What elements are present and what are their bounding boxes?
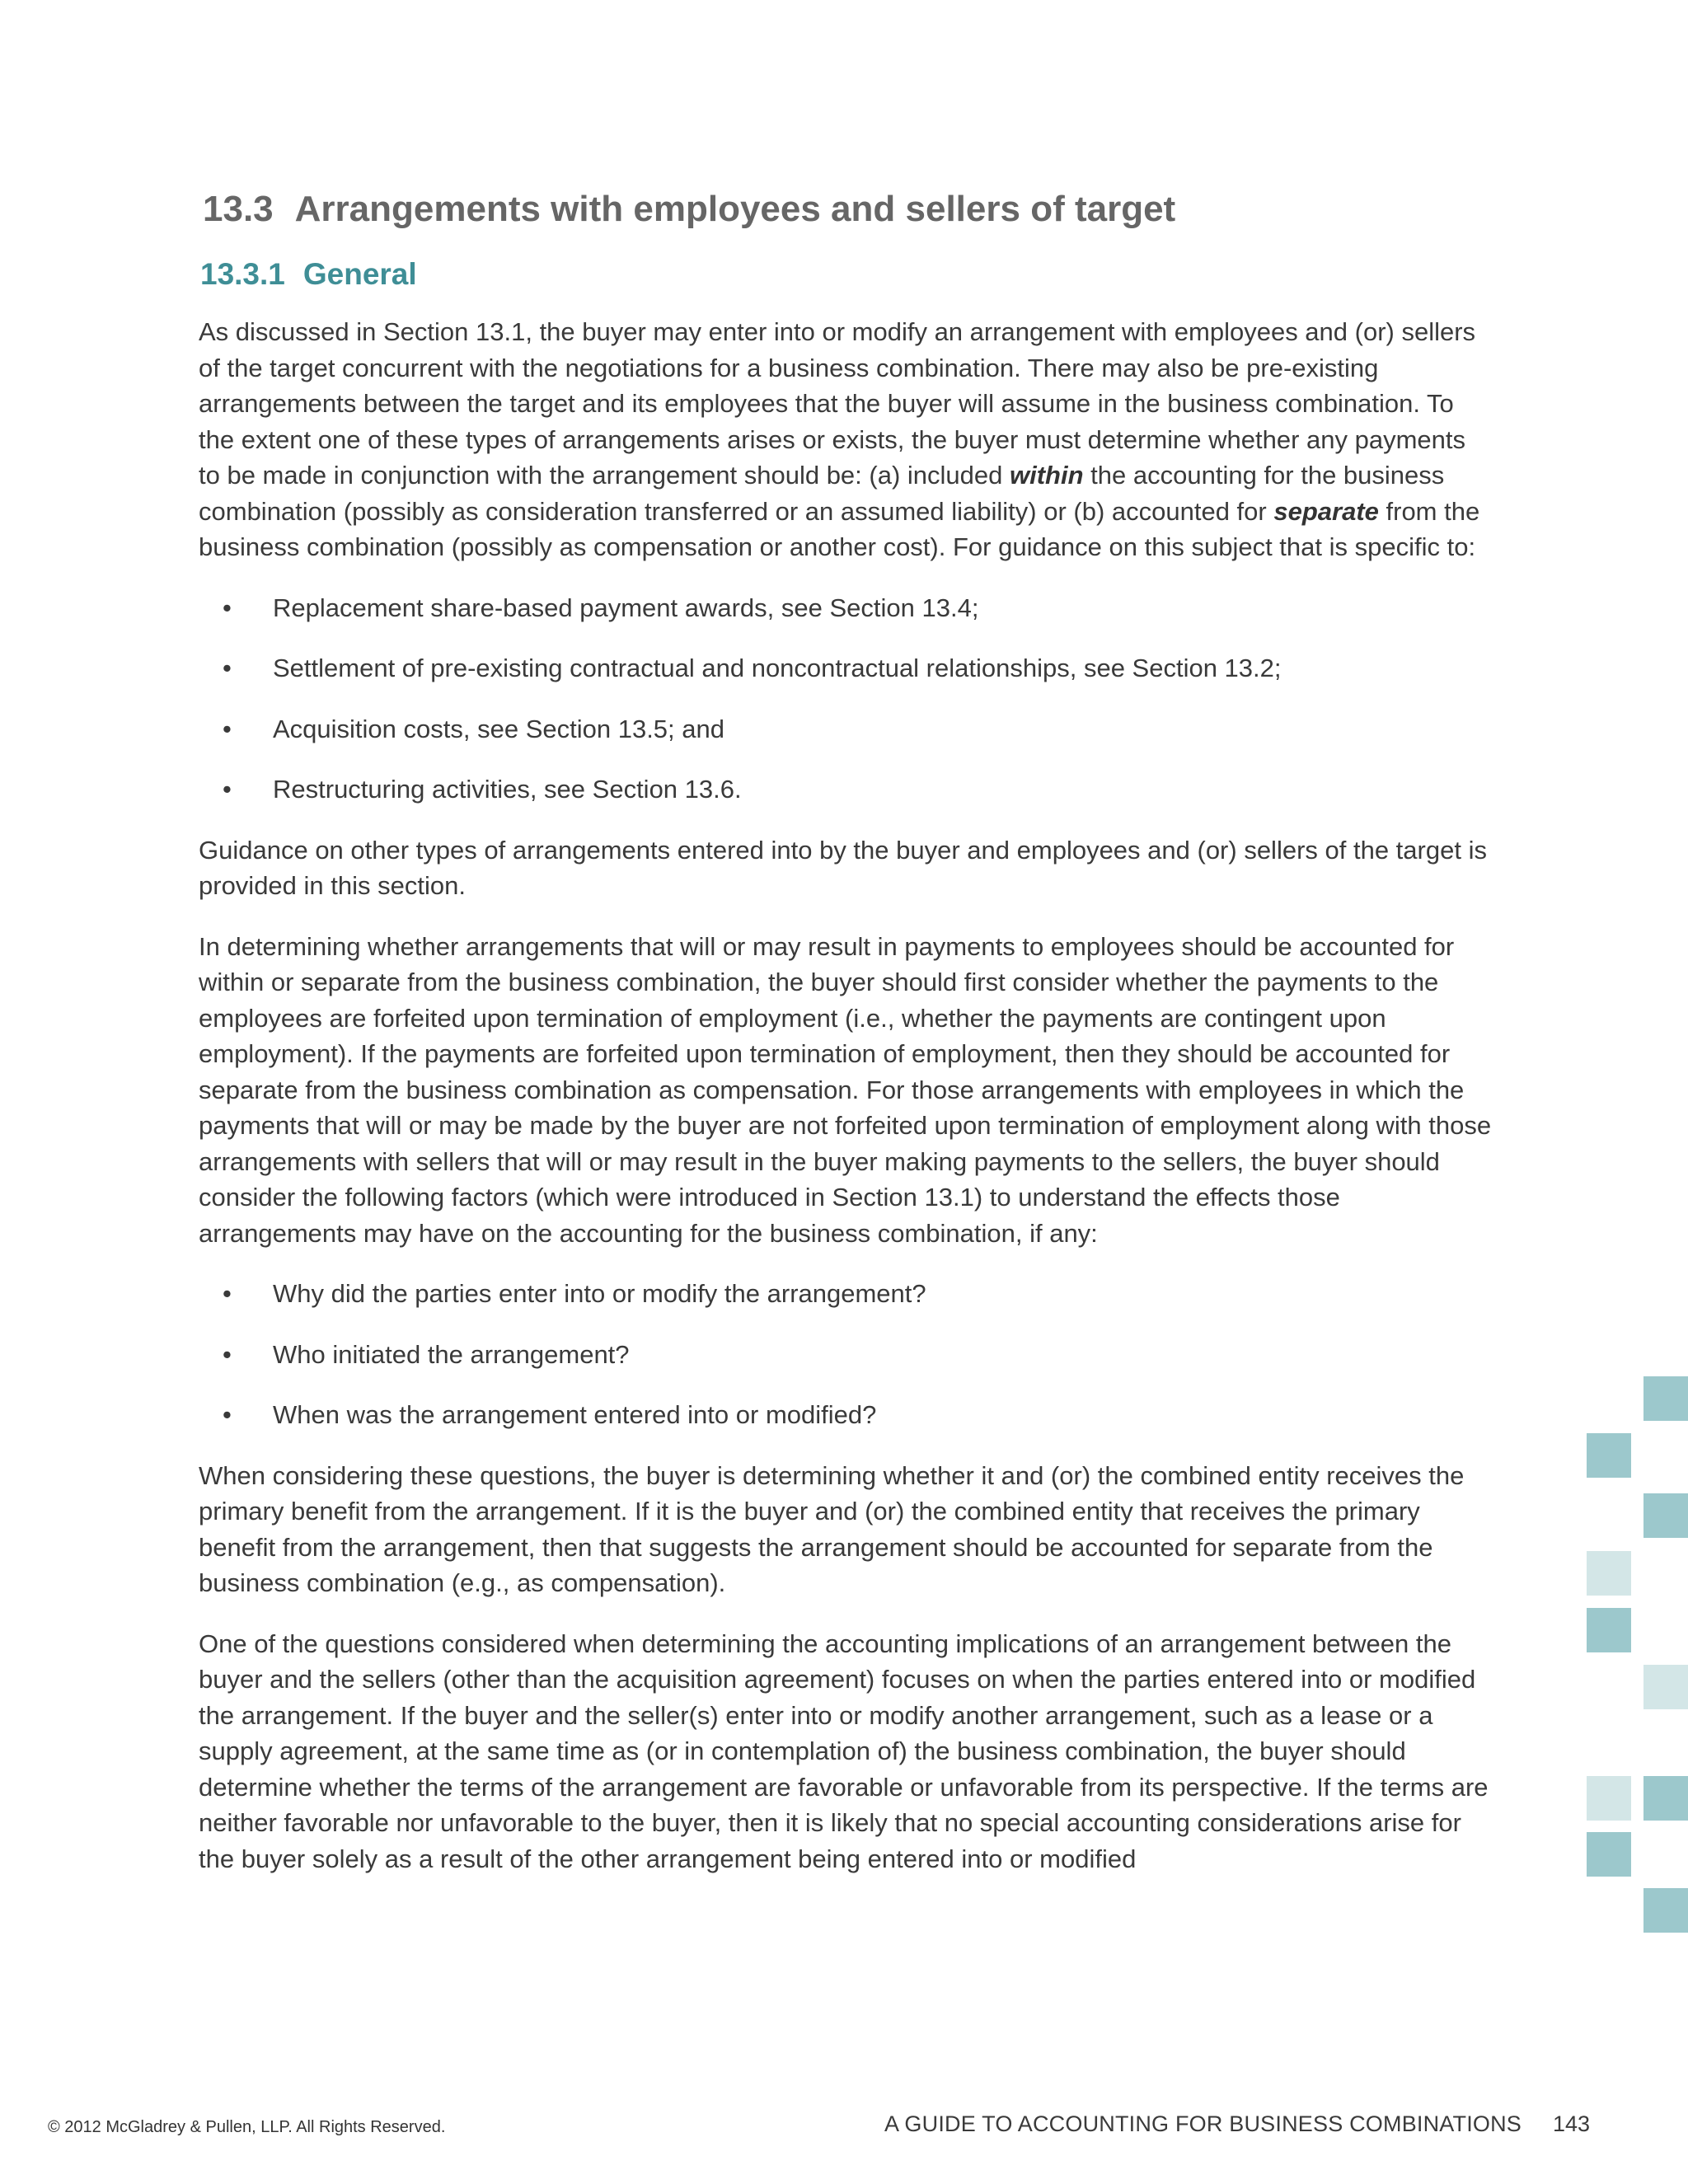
decorative-square	[1587, 1433, 1631, 1478]
decorative-square	[1587, 1551, 1631, 1596]
bullet-icon: •	[223, 1279, 232, 1309]
subsection-title-text: General	[302, 256, 417, 291]
footer-guide-title: A GUIDE TO ACCOUNTING FOR BUSINESS COMBINATIONS	[884, 2111, 1522, 2136]
list-item-text: Acquisition costs, see Section 13.5; and	[273, 714, 724, 743]
section-number: 13.3	[203, 189, 274, 229]
list-item	[199, 650, 1493, 687]
paragraph-intro-part2: the accounting for the business combination (possibly as consideration transferred or an assumed liability) or (b) accounted for	[199, 461, 1445, 526]
decorative-square	[1643, 1376, 1688, 1421]
emphasis-separate: separate	[1273, 496, 1379, 526]
list-item-text: Settlement of pre-existing contractual and noncontractual relationships, see Section 13.2;	[273, 654, 1282, 683]
paragraph-intro	[199, 314, 1493, 565]
list-item-text: Restructuring activities, see Section 13.6.	[273, 775, 742, 804]
list-item	[199, 771, 1493, 808]
decorative-square	[1643, 1665, 1688, 1709]
paragraph-considering: When considering these questions, the buyer is determining whether it and (or) the combined entity receives the primary benefit from the arrangement. If it is the buyer and (or) the combined entity that receives the primary benefit from the arrangement, then that suggests the arrangement should be accounted for separate from the business combination (e.g., as compensation).	[199, 1460, 1465, 1598]
bullet-icon: •	[223, 775, 232, 804]
paragraph-intro-part3: from the business combination (possibly as compensation or another cost). For guidance on this subject that is specific to:	[199, 496, 1480, 562]
list-item	[199, 1276, 1493, 1312]
factors-list	[199, 1276, 1493, 1433]
decorative-square	[1643, 1776, 1688, 1821]
list-item	[199, 711, 1493, 748]
decorative-square	[1587, 1832, 1631, 1877]
list-item	[199, 590, 1493, 626]
list-item	[199, 1397, 1493, 1433]
paragraph-intro-part1: As discussed in Section 13.1, the buyer may enter into or modify an arrangement with employees and (or) sellers of the target concurrent with the negotiations for a business combination. There may also be pre-existing arrangements between the target and its employees that the buyer will assume in the business combination. To the extent one of these types of arrangements arises or exists, the buyer must determine whether any payments to be made in conjunction with the arrangement should be: (a) included	[199, 317, 1476, 490]
paragraph-determining: In determining whether arrangements that will or may result in payments to employees should be accounted for within or separate from the business combination, the buyer should first consider whether the payments to the employees are forfeited upon termination of employment (i.e., whether the payments are contingent upon employment). If the payments are forfeited upon termination of employment, then they should be accounted for separate from the business combination as compensation. For those arrangements with employees in which the payments that will or may be made by the buyer are not forfeited upon termination of employment along with those arrangements with sellers that will or may result in the buyer making payments to the sellers, the buyer should consider the following factors (which were introduced in Section 13.1) to understand the effects those arrangements may have on the accounting for the business combination, if any:	[199, 931, 1492, 1248]
list-item	[199, 1337, 1493, 1373]
decorative-square	[1643, 1888, 1688, 1933]
footer-copyright: © 2012 McGladrey & Pullen, LLP. All Rights Reserved.	[48, 2118, 446, 2136]
bullet-icon: •	[223, 1339, 232, 1369]
list-item-text: When was the arrangement entered into or modified?	[273, 1400, 877, 1430]
bullet-icon: •	[223, 654, 232, 683]
guidance-list	[199, 590, 1493, 808]
section-title-text: Arrangements with employees and sellers of target	[294, 189, 1176, 229]
decorative-square	[1587, 1776, 1631, 1821]
section-title	[203, 188, 1493, 232]
bullet-icon: •	[223, 714, 232, 743]
bullet-icon: •	[223, 1400, 232, 1430]
page-content	[199, 188, 1493, 1901]
page-number: 143	[1553, 2111, 1591, 2136]
list-item-text: Why did the parties enter into or modify the arrangement?	[273, 1279, 926, 1309]
subsection-number: 13.3.1	[200, 256, 285, 291]
decorative-square	[1587, 1608, 1631, 1652]
paragraph-other-guidance: Guidance on other types of arrangements entered into by the buyer and employees and (or) sellers of the target is provided in this section.	[199, 835, 1487, 901]
emphasis-within: within	[1010, 461, 1084, 490]
subsection-title	[200, 256, 1493, 293]
paragraph-timing: One of the questions considered when determining the accounting implications of an arrangement between the buyer and the sellers (other than the acquisition agreement) focuses on when the parties entered into or modified the arrangement. If the buyer and the seller(s) enter into or modify another arrangement, such as a lease or a supply agreement, at the same time as (or in contemplation of) the business combination, the buyer should determine whether the terms of the arrangement are favorable or unfavorable from its perspective. If the terms are neither favorable nor unfavorable to the buyer, then it is likely that no special accounting considerations arise for the buyer solely as a result of the other arrangement being entered into or modified	[199, 1629, 1489, 1873]
list-item-text: Who initiated the arrangement?	[273, 1339, 630, 1369]
list-item-text: Replacement share-based payment awards, see Section 13.4;	[273, 593, 979, 622]
decorative-square	[1643, 1493, 1688, 1538]
bullet-icon: •	[223, 593, 232, 622]
